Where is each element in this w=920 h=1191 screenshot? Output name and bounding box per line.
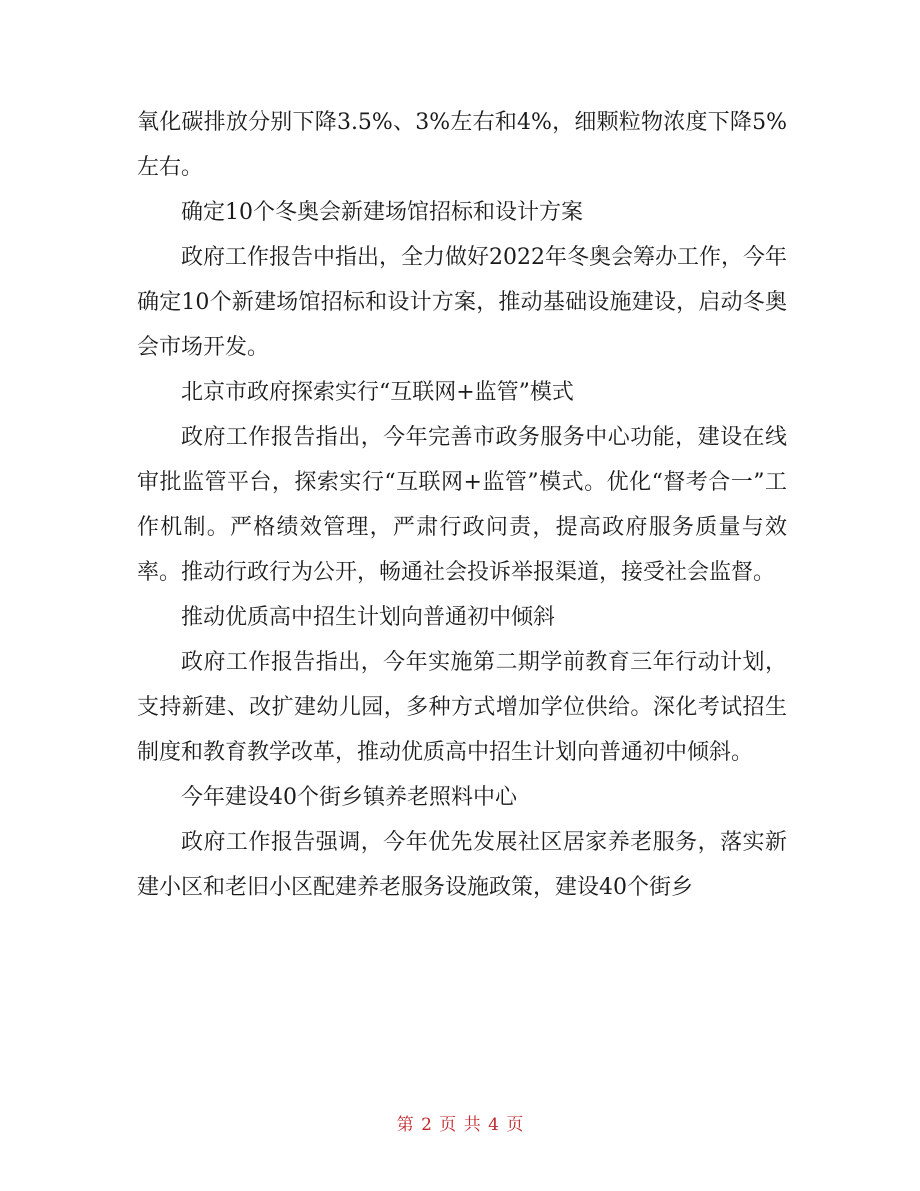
paragraph-winter-olympics: 政府工作报告中指出，全力做好2022年冬奥会筹办工作，今年确定10个新建场馆招标和设计方案，推动基础设施建设，启动冬奥会市场开发。 bbox=[137, 245, 787, 360]
paragraph-internet-supervision: 政府工作报告指出，今年完善市政务服务中心功能，建设在线审批监管平台，探索实行“互联网+监管”模式。优化“督考合一”工作机制。严格绩效管理，严肃行政问责，提高政府服务质量与效率。推动行政行为公开，畅通社会投诉举报渠道，接受社会监督。 bbox=[137, 425, 787, 585]
page-number-footer: 第 2 页 共 4 页 bbox=[396, 1115, 524, 1135]
document-body bbox=[137, 100, 787, 910]
paragraph-high-school-enrollment: 政府工作报告指出，今年实施第二期学前教育三年行动计划，支持新建、改扩建幼儿园，多种方式增加学位供给。深化考试招生制度和教育教学改革，推动优质高中招生计划向普通初中倾斜。 bbox=[137, 650, 787, 765]
section-heading-elderly-care: 今年建设40个街乡镇养老照料中心 bbox=[181, 785, 517, 810]
section-heading-internet-supervision: 北京市政府探索实行“互联网+监管”模式 bbox=[181, 380, 574, 405]
paragraph-elderly-care: 政府工作报告强调，今年优先发展社区居家养老服务，落实新建小区和老旧小区配建养老服务设施政策，建设40个街乡 bbox=[137, 830, 787, 900]
section-heading-winter-olympics: 确定10个冬奥会新建场馆招标和设计方案 bbox=[181, 200, 583, 225]
paragraph-continuation: 氧化碳排放分别下降3.5%、3%左右和4%，细颗粒物浓度下降5%左右。 bbox=[137, 110, 787, 180]
section-heading-high-school-enrollment: 推动优质高中招生计划向普通初中倾斜 bbox=[181, 605, 556, 630]
